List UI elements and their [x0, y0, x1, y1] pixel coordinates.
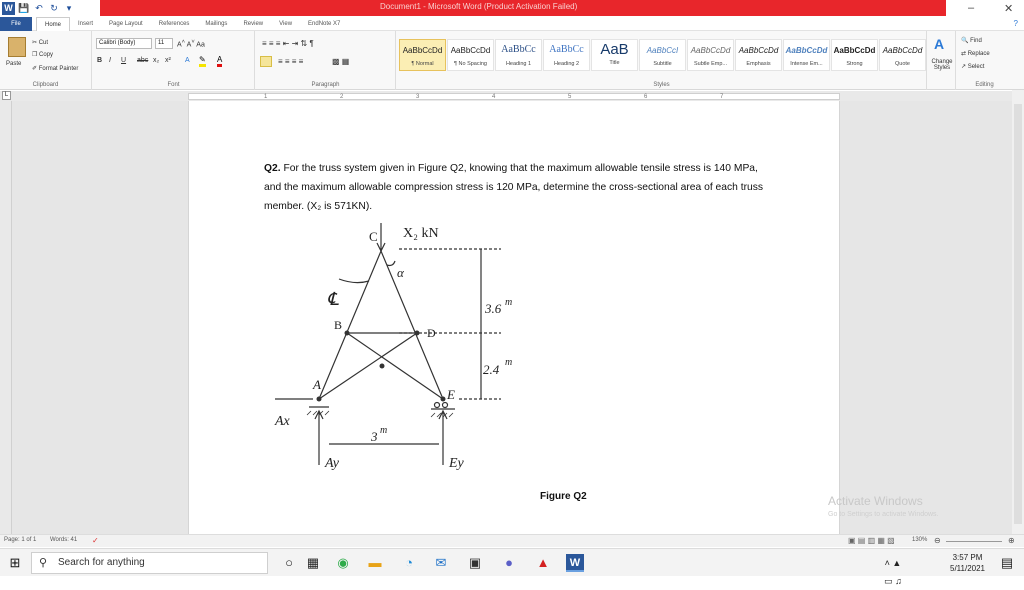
horizontal-ruler[interactable]: [0, 91, 1024, 101]
ruler-track: [188, 93, 840, 100]
select-label: Select: [967, 64, 985, 70]
format-painter-button[interactable]: ✐ Format Painter: [32, 66, 79, 72]
title-bar: [0, 0, 1024, 16]
dim-base-unit: m: [380, 425, 388, 436]
font-size-select[interactable]: 11: [155, 38, 173, 49]
ribbon-tabs: [0, 17, 1024, 31]
figure-caption: Figure Q2: [540, 491, 587, 502]
editing-group: [957, 31, 1012, 90]
joint-center: [380, 364, 385, 369]
undo-icon[interactable]: ↶: [35, 3, 43, 13]
paste-icon[interactable]: [8, 37, 26, 57]
bullets-icon[interactable]: ≡ ≡ ≡ ⇤ ⇥ ⇅ ¶: [262, 39, 314, 48]
teams-icon[interactable]: ●: [505, 555, 513, 570]
paragraph-group: [256, 31, 396, 90]
style-name: Intense Em...: [790, 61, 823, 67]
change-styles-button[interactable]: Change Styles: [931, 59, 953, 71]
paragraph-label: Paragraph: [311, 82, 340, 88]
activate-windows-watermark: [828, 494, 939, 522]
joint-e-label: E: [447, 387, 455, 402]
joint-d-label: D: [427, 326, 436, 340]
view-buttons-icon[interactable]: ▣ ▤ ▥ ▦ ▧: [848, 536, 895, 545]
quick-access-toolbar: [0, 0, 75, 16]
scroll-thumb[interactable]: [1014, 104, 1022, 524]
grow-font-icon[interactable]: A˄ A˅ Aa: [177, 39, 205, 49]
mail-icon[interactable]: ✉: [435, 555, 447, 570]
paste-button[interactable]: Paste: [6, 61, 22, 67]
font-color-icon[interactable]: A: [217, 55, 222, 67]
style-sample: AaBbCcDd: [402, 46, 443, 55]
word-taskbar-icon[interactable]: W: [566, 554, 584, 572]
style-name: Subtitle: [653, 61, 672, 67]
style-sample: AaBbCcDd: [738, 46, 779, 55]
widgets-icon[interactable]: ▦: [306, 555, 320, 570]
angle-arc: [387, 261, 395, 266]
copy-button[interactable]: ❐ Copy: [32, 52, 54, 58]
style-name: Heading 1: [505, 61, 532, 67]
proofing-icon[interactable]: ✓: [92, 536, 99, 545]
style-name: ¶ Normal: [411, 61, 434, 67]
search-icon: ⚲: [39, 557, 48, 569]
joint-a-label: A: [313, 377, 321, 392]
tab-insert[interactable]: Insert: [78, 20, 94, 27]
underline-button[interactable]: U: [121, 57, 127, 64]
style-normal[interactable]: [399, 39, 446, 71]
tab-review[interactable]: Review: [243, 20, 264, 27]
file-explorer-icon[interactable]: ▬: [368, 555, 382, 570]
angle-label: α: [397, 265, 404, 280]
reaction-ay-arrow: [315, 411, 323, 465]
tab-view[interactable]: View: [279, 20, 293, 27]
notification-icon[interactable]: ▤: [1000, 555, 1014, 570]
question-label: Q2.: [264, 163, 281, 174]
italic-button[interactable]: I: [109, 57, 111, 64]
support-hatching: [307, 411, 453, 417]
dim-base-value: 3: [371, 429, 378, 444]
reaction-ey-label: Ey: [449, 456, 464, 471]
joint-c-label: C: [369, 229, 378, 244]
joint-b: [345, 331, 350, 336]
word-logo-icon[interactable]: W: [2, 2, 15, 15]
tab-home[interactable]: Home: [36, 17, 70, 31]
clipboard-group: [0, 31, 92, 90]
change-styles-icon[interactable]: A: [934, 36, 945, 52]
ruler-number: 6: [644, 94, 648, 100]
select-button[interactable]: ↗ Select: [961, 64, 985, 70]
font-group: [93, 31, 255, 90]
tab-references[interactable]: References: [158, 20, 190, 27]
style-sample: AaBbCcDd: [882, 46, 923, 55]
align-center-icon[interactable]: ≡ ≡ ≡ ≡: [278, 57, 304, 66]
document-page[interactable]: [188, 101, 840, 534]
style-emphasis[interactable]: [735, 39, 782, 71]
joint-d: [415, 331, 420, 336]
style-strong[interactable]: [831, 39, 878, 71]
find-label: Find: [970, 38, 982, 44]
help-icon[interactable]: ?: [1013, 19, 1018, 28]
search-placeholder: Search for anything: [58, 557, 145, 568]
find-button[interactable]: 🔍 Find: [961, 38, 982, 44]
taskbar: [0, 548, 1024, 586]
load-label: X₂ kN: [403, 226, 439, 241]
redo-icon[interactable]: ↻: [50, 3, 58, 13]
joint-e: [441, 397, 446, 402]
styles-label: Styles: [653, 82, 670, 88]
zoom-level[interactable]: 130%: [912, 537, 928, 543]
clock-date: 5/11/2021: [950, 564, 985, 573]
ruler-number: 7: [720, 94, 724, 100]
reaction-ax-label: Ax: [275, 414, 290, 429]
zoom-in-icon[interactable]: ⊕: [1008, 536, 1015, 545]
clock[interactable]: [950, 552, 985, 574]
dim-upper-unit: m: [505, 297, 513, 308]
dim-lower-value: 2.4: [483, 362, 500, 377]
truss-figure: [269, 221, 569, 501]
clock-time: 3:57 PM: [952, 553, 983, 562]
style-quote[interactable]: [879, 39, 926, 71]
vertical-scrollbar[interactable]: [1012, 90, 1024, 534]
tab-endnote[interactable]: EndNote X7: [308, 20, 341, 27]
dim-lower-unit: m: [505, 357, 513, 368]
ruler-number: 2: [340, 94, 344, 100]
window-title: Document1 - Microsoft Word (Product Activation Failed): [380, 2, 578, 11]
centerline-label: ℄: [327, 289, 339, 309]
tab-page-layout[interactable]: Page Layout: [109, 20, 143, 27]
style-title[interactable]: [591, 39, 638, 71]
taskbar-search-input[interactable]: [31, 552, 268, 574]
ruler-number: 1: [264, 94, 268, 100]
centerline-arrow: [339, 279, 369, 283]
style-name: ¶ No Spacing: [454, 61, 487, 67]
style-heading-2[interactable]: [543, 39, 590, 71]
style-subtle-emphasis[interactable]: [687, 39, 734, 71]
status-bar: [0, 534, 1024, 547]
replace-button[interactable]: ⇄ Replace: [961, 51, 990, 57]
minimize-button[interactable]: –: [968, 2, 975, 14]
highlight-icon[interactable]: ✎: [199, 55, 206, 67]
acrobat-icon[interactable]: ▲: [536, 555, 550, 570]
style-sample: AaBbCcDd: [785, 46, 828, 55]
style-name: Subtle Emp...: [693, 61, 728, 67]
style-name: Strong: [846, 61, 863, 67]
dim-upper-value: 3.6: [485, 301, 502, 316]
style-sample: AaBbCcI: [646, 46, 679, 55]
edge-icon[interactable]: ◔: [405, 555, 413, 570]
style-sample: AaBbCc: [501, 44, 536, 55]
question-paragraph[interactable]: [264, 159, 769, 216]
save-icon[interactable]: 💾: [18, 3, 30, 13]
reaction-ey-arrow: [439, 411, 447, 465]
style-name: Quote: [895, 61, 910, 67]
task-view-icon[interactable]: ○: [285, 555, 293, 570]
customize-qat-icon[interactable]: ▾: [66, 3, 72, 13]
change-styles-group: [928, 31, 956, 90]
superscript-button[interactable]: x²: [165, 57, 171, 64]
style-sample: AaBbCcDd: [690, 46, 731, 55]
style-sample: AaBbCcDd: [450, 46, 491, 55]
supports: [309, 407, 455, 409]
style-sample: AaB: [600, 41, 629, 58]
vertical-ruler[interactable]: [0, 101, 12, 534]
style-name: Emphasis: [746, 61, 771, 67]
tab-file[interactable]: File: [0, 17, 32, 31]
roller: [435, 403, 440, 408]
font-label: Font: [167, 82, 180, 88]
style-name: Heading 2: [553, 61, 580, 67]
cut-label: Cut: [38, 40, 49, 46]
format-painter-label: Format Painter: [38, 66, 79, 72]
copy-label: Copy: [39, 52, 54, 58]
font-name-select[interactable]: Calibri (Body): [96, 38, 152, 49]
subscript-button[interactable]: x₂: [153, 57, 160, 64]
chrome-icon[interactable]: ◉: [337, 555, 349, 570]
tab-mailings[interactable]: Mailings: [205, 20, 228, 27]
tab-selector-icon[interactable]: L: [2, 91, 11, 100]
activate-subtitle: Go to Settings to activate Windows.: [828, 511, 939, 518]
editing-label: Editing: [975, 82, 994, 88]
zoom-slider[interactable]: [946, 541, 1002, 542]
system-tray-icons[interactable]: ˄ ▲ ▭ ♫: [884, 558, 902, 586]
page-count[interactable]: Page: 1 of 1: [4, 537, 37, 543]
align-left-icon[interactable]: [260, 56, 272, 67]
activate-title: Activate Windows: [828, 494, 923, 508]
windows-start-icon[interactable]: ⊞: [9, 555, 21, 570]
cut-button[interactable]: ✂ Cut: [32, 40, 49, 46]
zoom-out-icon[interactable]: ⊖: [934, 536, 941, 545]
roller: [443, 403, 448, 408]
ribbon: [0, 31, 1024, 90]
ruler-number: 3: [416, 94, 420, 100]
close-button[interactable]: ✕: [1004, 3, 1014, 15]
ruler-number: 4: [492, 94, 496, 100]
ruler-number: 5: [568, 94, 572, 100]
store-icon[interactable]: ▣: [468, 555, 482, 570]
style-heading-1[interactable]: [495, 39, 542, 71]
joint-a: [317, 397, 322, 402]
text-effects-icon[interactable]: A: [185, 57, 190, 64]
style-no-spacing[interactable]: [447, 39, 494, 71]
clipboard-label: Clipboard: [32, 82, 59, 88]
reaction-ay-label: Ay: [325, 456, 339, 471]
style-intense-emphasis[interactable]: [783, 39, 830, 71]
strikethrough-button[interactable]: abc: [137, 57, 149, 64]
question-text: For the truss system given in Figure Q2, knowing that the maximum allowable tensile stress is 140 MPa, and the maximum allowable compression stress is 120 MPa, determine the cross-sectional area of each truss member. (X₂ is 571KN).: [264, 163, 764, 212]
bold-button[interactable]: B: [97, 57, 103, 64]
style-subtitle[interactable]: [639, 39, 686, 71]
word-count[interactable]: Words: 41: [50, 537, 78, 543]
joint-b-label: B: [334, 318, 343, 332]
style-sample: AaBbCcDd: [833, 46, 876, 55]
styles-group: [397, 31, 927, 90]
shading-icon[interactable]: ▩ ▦: [332, 57, 350, 66]
style-name: Title: [609, 60, 620, 66]
style-sample: AaBbCc: [549, 44, 584, 55]
replace-label: Replace: [967, 51, 990, 57]
